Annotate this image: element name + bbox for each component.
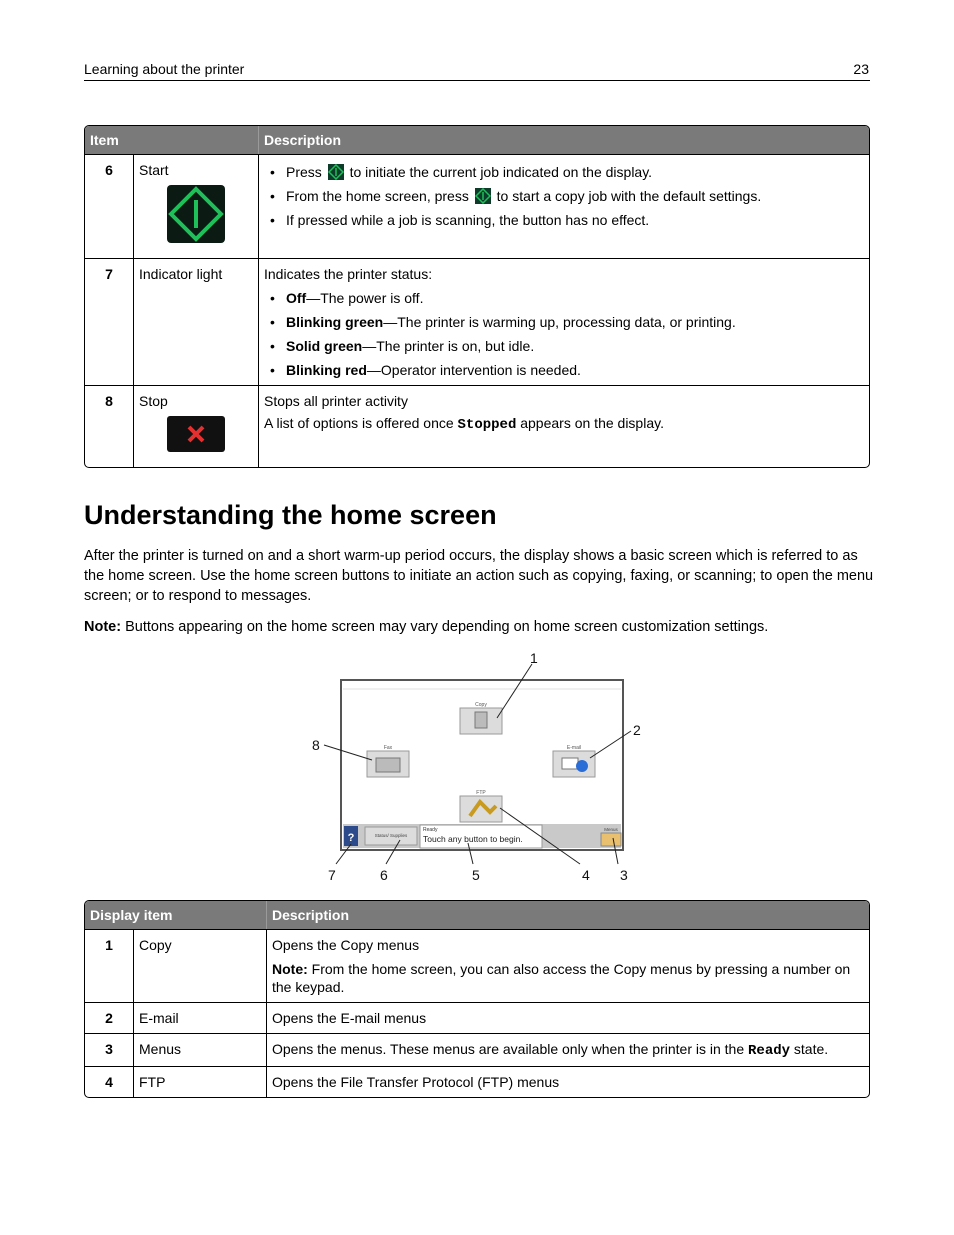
row-name: Menus <box>134 1033 267 1066</box>
callout-8: 8 <box>312 737 320 753</box>
row-number: 3 <box>85 1033 134 1066</box>
list-item: • Press to initiate the current job indicated on the display. <box>286 163 864 181</box>
page-number: 23 <box>853 61 869 77</box>
menus-icon <box>601 833 621 846</box>
table-row <box>85 154 869 258</box>
row-description <box>259 154 869 258</box>
svg-text:Status/ Supplies: Status/ Supplies <box>374 833 408 838</box>
row-description: Opens the Copy menus Note: From the home screen, you can also access the Copy menus by pressing a number on the keypad. <box>267 929 869 1002</box>
row-name: Stop <box>139 393 168 409</box>
table-row <box>85 1033 869 1066</box>
stop-button-image <box>167 416 225 452</box>
row-name-cell <box>134 385 259 467</box>
home-screen-figure <box>300 648 660 888</box>
row-number: 4 <box>85 1066 134 1097</box>
email-label: E-mail <box>566 745 582 751</box>
table-header-row <box>85 126 869 154</box>
list-item: • Blinking green—The printer is warming up, processing data, or printing. <box>286 313 864 331</box>
row-number: 7 <box>85 258 134 385</box>
row-number: 1 <box>85 929 134 1002</box>
row-description: Indicates the printer status: • Off—The power is off. • Blinking green—The printer is warming up, processing data, or printing. • Solid green—The printer is on, but idle. • Blinking red—Operator intervention is needed. <box>259 258 869 385</box>
start-icon <box>475 188 491 204</box>
col-header-display-item: Display item <box>85 901 267 929</box>
list-item: • From the home screen, press to start a copy job with the default settings. <box>286 187 864 205</box>
list-item: • Blinking red—Operator intervention is needed. <box>286 361 864 379</box>
row-description: Opens the File Transfer Protocol (FTP) menus <box>267 1066 869 1097</box>
row-number: 2 <box>85 1002 134 1033</box>
row-name: Indicator light <box>134 258 259 385</box>
ftp-label: FTP <box>476 790 486 796</box>
table-row <box>85 258 869 385</box>
svg-text:?: ? <box>347 832 355 844</box>
callout-6: 6 <box>380 867 388 883</box>
section-title: Understanding the home screen <box>84 500 497 530</box>
row-name: Copy <box>134 929 267 1002</box>
intro-paragraph: After the printer is turned on and a short warm-up period occurs, the display shows a basic screen which is referred to as the home screen. Use the home screen buttons to initiate an action such as copying, faxing, or scanning; to open the menu screen; or to respond to messages. <box>84 548 874 604</box>
list-item: • If pressed while a job is scanning, the button has no effect. <box>286 211 864 229</box>
callout-2: 2 <box>633 722 641 738</box>
status-message-area <box>420 825 542 848</box>
stop-icon <box>167 416 225 452</box>
row-description: Stops all printer activity A list of options is offered once Stopped appears on the display. <box>259 385 869 467</box>
table-row <box>85 1002 869 1033</box>
callout-4: 4 <box>582 867 590 883</box>
svg-text:Touch any button to begin.: Touch any button to begin. <box>423 834 523 844</box>
table-row <box>85 1066 869 1097</box>
fax-label: Fax <box>383 745 393 751</box>
row-name: E-mail <box>134 1002 267 1033</box>
col-header-description: Description <box>259 126 869 154</box>
row-name: Start <box>139 162 169 178</box>
table-row <box>85 929 869 1002</box>
row-description: Opens the menus. These menus are available only when the printer is in the Ready state. <box>267 1033 869 1066</box>
start-icon <box>328 164 344 180</box>
callout-7: 7 <box>328 867 336 883</box>
help-button[interactable] <box>344 826 358 846</box>
running-header-section: Learning about the printer <box>84 61 245 77</box>
status-supplies-button[interactable] <box>365 827 417 845</box>
start-icon <box>167 185 225 243</box>
fax-icon <box>376 758 400 772</box>
callout-3: 3 <box>620 867 628 883</box>
svg-text:Menus: Menus <box>604 827 618 832</box>
col-header-description: Description <box>267 901 869 929</box>
header-rule <box>84 80 870 81</box>
note-paragraph: Note: Buttons appearing on the home screen may vary depending on home screen customization settings. <box>84 619 769 635</box>
callout-1: 1 <box>530 650 538 666</box>
row-name-cell <box>134 154 259 258</box>
row-name: FTP <box>134 1066 267 1097</box>
callout-5: 5 <box>472 867 480 883</box>
control-panel-table <box>84 125 870 468</box>
copier-icon <box>475 712 487 728</box>
row-number: 6 <box>85 154 134 258</box>
list-item: • Solid green—The printer is on, but idle. <box>286 337 864 355</box>
copy-label: Copy <box>475 702 487 708</box>
col-header-item: Item <box>85 126 259 154</box>
email-icon <box>562 758 578 769</box>
row-description: Opens the E-mail menus <box>267 1002 869 1033</box>
row-number: 8 <box>85 385 134 467</box>
list-item: • Off—The power is off. <box>286 289 864 307</box>
start-button-image <box>167 185 225 243</box>
table-header-row <box>85 901 869 929</box>
svg-text:Ready: Ready <box>423 827 438 833</box>
table-row <box>85 385 869 467</box>
display-items-table <box>84 900 870 1098</box>
